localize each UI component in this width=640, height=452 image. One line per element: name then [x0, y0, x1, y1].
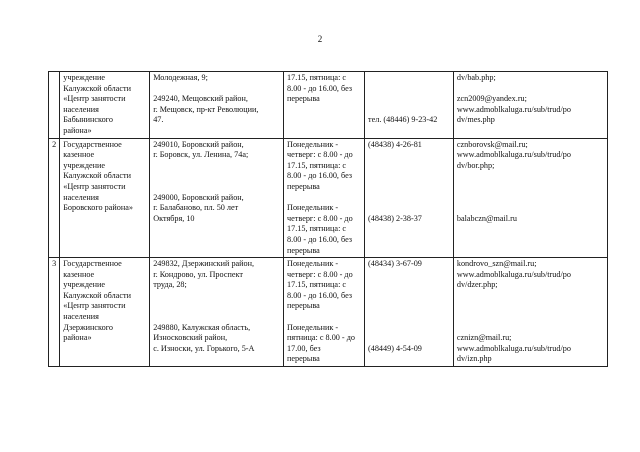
institution-name-line: «Центр занятости — [63, 301, 126, 311]
institution-name-line: района» — [63, 125, 92, 135]
row-number: 3 — [49, 258, 60, 367]
institution-name-line: населения — [63, 312, 99, 322]
address-line: 249832, Дзержинский район, — [153, 259, 255, 269]
email-or-url: dv/izn.php — [456, 354, 492, 364]
working-hours-cell — [284, 72, 365, 139]
working-hours-cell — [284, 138, 365, 258]
hours-line: перерыва — [287, 181, 320, 191]
hours-line: четверг: с 8.00 - до — [287, 269, 353, 279]
address-line: г. Боровск, ул. Ленина, 74а; — [153, 150, 249, 160]
email-or-url: dv/mes.php — [456, 115, 495, 125]
address-line: Износковский район, — [153, 333, 228, 343]
institution-name-line: Государственное — [63, 259, 122, 269]
contacts-cell — [453, 258, 607, 367]
institution-name-line: Калужской области — [63, 290, 131, 300]
address-line: 249240, Мещовский район, — [153, 94, 248, 104]
institution-name — [60, 72, 150, 139]
phone-number: (48434) 3-67-09 — [368, 259, 422, 269]
institution-name-line: казенное — [63, 269, 95, 279]
hours-line: Понедельник - — [287, 139, 339, 149]
phone-number: (48449) 4-54-09 — [368, 343, 422, 353]
email-or-url: kondrovo_szn@mail.ru; — [456, 259, 537, 269]
email-or-url: www.admoblkaluga.ru/sub/trud/po — [456, 150, 571, 160]
address-line: 249010, Боровский район, — [153, 139, 244, 149]
contacts-cell — [453, 72, 607, 139]
institution-name-line: Дзержинского — [63, 322, 113, 332]
address-cell — [150, 258, 284, 367]
phone-cell — [365, 138, 454, 258]
email-or-url: balabczn@mail.ru — [456, 213, 517, 223]
hours-line: перерыва — [287, 301, 320, 311]
hours-line: Понедельник - — [287, 322, 339, 332]
institution-name-line: Государственное — [63, 139, 122, 149]
address-line: Октября, 10 — [153, 213, 195, 223]
institution-name-line: Бабынинского — [63, 115, 113, 125]
address-line: Молодежная, 9; — [153, 73, 208, 82]
institution-name-line: учреждение — [63, 73, 106, 82]
institution-name-line: казенное — [63, 150, 95, 160]
hours-line: 8.00 - до 16.00, без — [287, 83, 353, 93]
hours-line: 17.15, пятница: с — [287, 224, 347, 234]
institution-name-line: Боровского района» — [63, 203, 133, 213]
email-or-url: dv/bor.php; — [456, 160, 495, 170]
institution-name — [60, 138, 150, 258]
row-number: 2 — [49, 138, 60, 258]
institution-name-line: Калужской области — [63, 83, 131, 93]
page-number: 2 — [317, 34, 323, 44]
email-or-url: www.admoblkaluga.ru/sub/trud/po — [456, 269, 571, 279]
institution-name-line: Калужской области — [63, 171, 131, 181]
hours-line: четверг: с 8.00 - до — [287, 213, 353, 223]
table-row — [49, 72, 608, 139]
address-line: г. Кондрово, ул. Проспект — [153, 269, 243, 279]
institution-name — [60, 258, 150, 367]
institution-name-line: «Центр занятости — [63, 181, 126, 191]
institution-name-line: учреждение — [63, 160, 106, 170]
hours-line: 17.15, пятница: с — [287, 280, 347, 290]
address-line: 249880, Калужская область, — [153, 322, 251, 332]
hours-line: 8.00 - до 16.00, без — [287, 234, 353, 244]
working-hours-cell — [284, 258, 365, 367]
email-or-url: cznborovsk@mail.ru; — [456, 139, 528, 149]
phone-cell — [365, 258, 454, 367]
row-number — [49, 72, 60, 139]
email-or-url: zcn2009@yandex.ru; — [456, 94, 527, 104]
hours-line: Понедельник - — [287, 203, 339, 213]
institution-name-line: населения — [63, 192, 99, 202]
hours-line: перерыва — [287, 94, 320, 104]
address-cell — [150, 72, 284, 139]
institution-name-line: района» — [63, 333, 92, 343]
hours-line: 17.00, без — [287, 343, 321, 353]
hours-line: перерыва — [287, 354, 320, 364]
address-line: 249000, Боровский район, — [153, 192, 244, 202]
contacts-cell — [453, 138, 607, 258]
hours-line: Понедельник - — [287, 259, 339, 269]
email-or-url: www.admoblkaluga.ru/sub/trud/po — [456, 343, 571, 353]
email-or-url: dv/dzer.php; — [456, 280, 498, 290]
address-line: 47. — [153, 115, 164, 125]
address-line: г. Балабаново, пл. 50 лет — [153, 203, 239, 213]
hours-line: 17.15, пятница: с — [287, 160, 347, 170]
hours-line: 8.00 - до 16.00, без — [287, 171, 353, 181]
hours-line: четверг: с 8.00 - до — [287, 150, 353, 160]
phone-number: тел. (48446) 9-23-42 — [368, 115, 438, 125]
phone-number: (48438) 4-26-81 — [368, 139, 422, 149]
address-line: труда, 28; — [153, 280, 187, 290]
email-or-url: cznizn@mail.ru; — [456, 333, 512, 343]
email-or-url: www.admoblkaluga.ru/sub/trud/po — [456, 104, 571, 114]
hours-line: пятница: с 8.00 - до — [287, 333, 355, 343]
table-row — [49, 258, 608, 367]
institution-name-line: населения — [63, 104, 99, 114]
hours-line: перерыва — [287, 245, 320, 255]
address-line: г. Мещовск, пр-кт Революции, — [153, 104, 259, 114]
employment-centers-table — [48, 71, 608, 367]
institution-name-line: «Центр занятости — [63, 94, 126, 104]
institution-name-line: учреждение — [63, 280, 106, 290]
email-or-url: dv/bab.php; — [456, 73, 496, 82]
hours-line: 17.15, пятница: с — [287, 73, 347, 82]
hours-line: 8.00 - до 16.00, без — [287, 290, 353, 300]
phone-number: (48438) 2-38-37 — [368, 213, 422, 223]
phone-cell — [365, 72, 454, 139]
address-cell — [150, 138, 284, 258]
table-row — [49, 138, 608, 258]
address-line: с. Износки, ул. Горького, 5-А — [153, 343, 255, 353]
